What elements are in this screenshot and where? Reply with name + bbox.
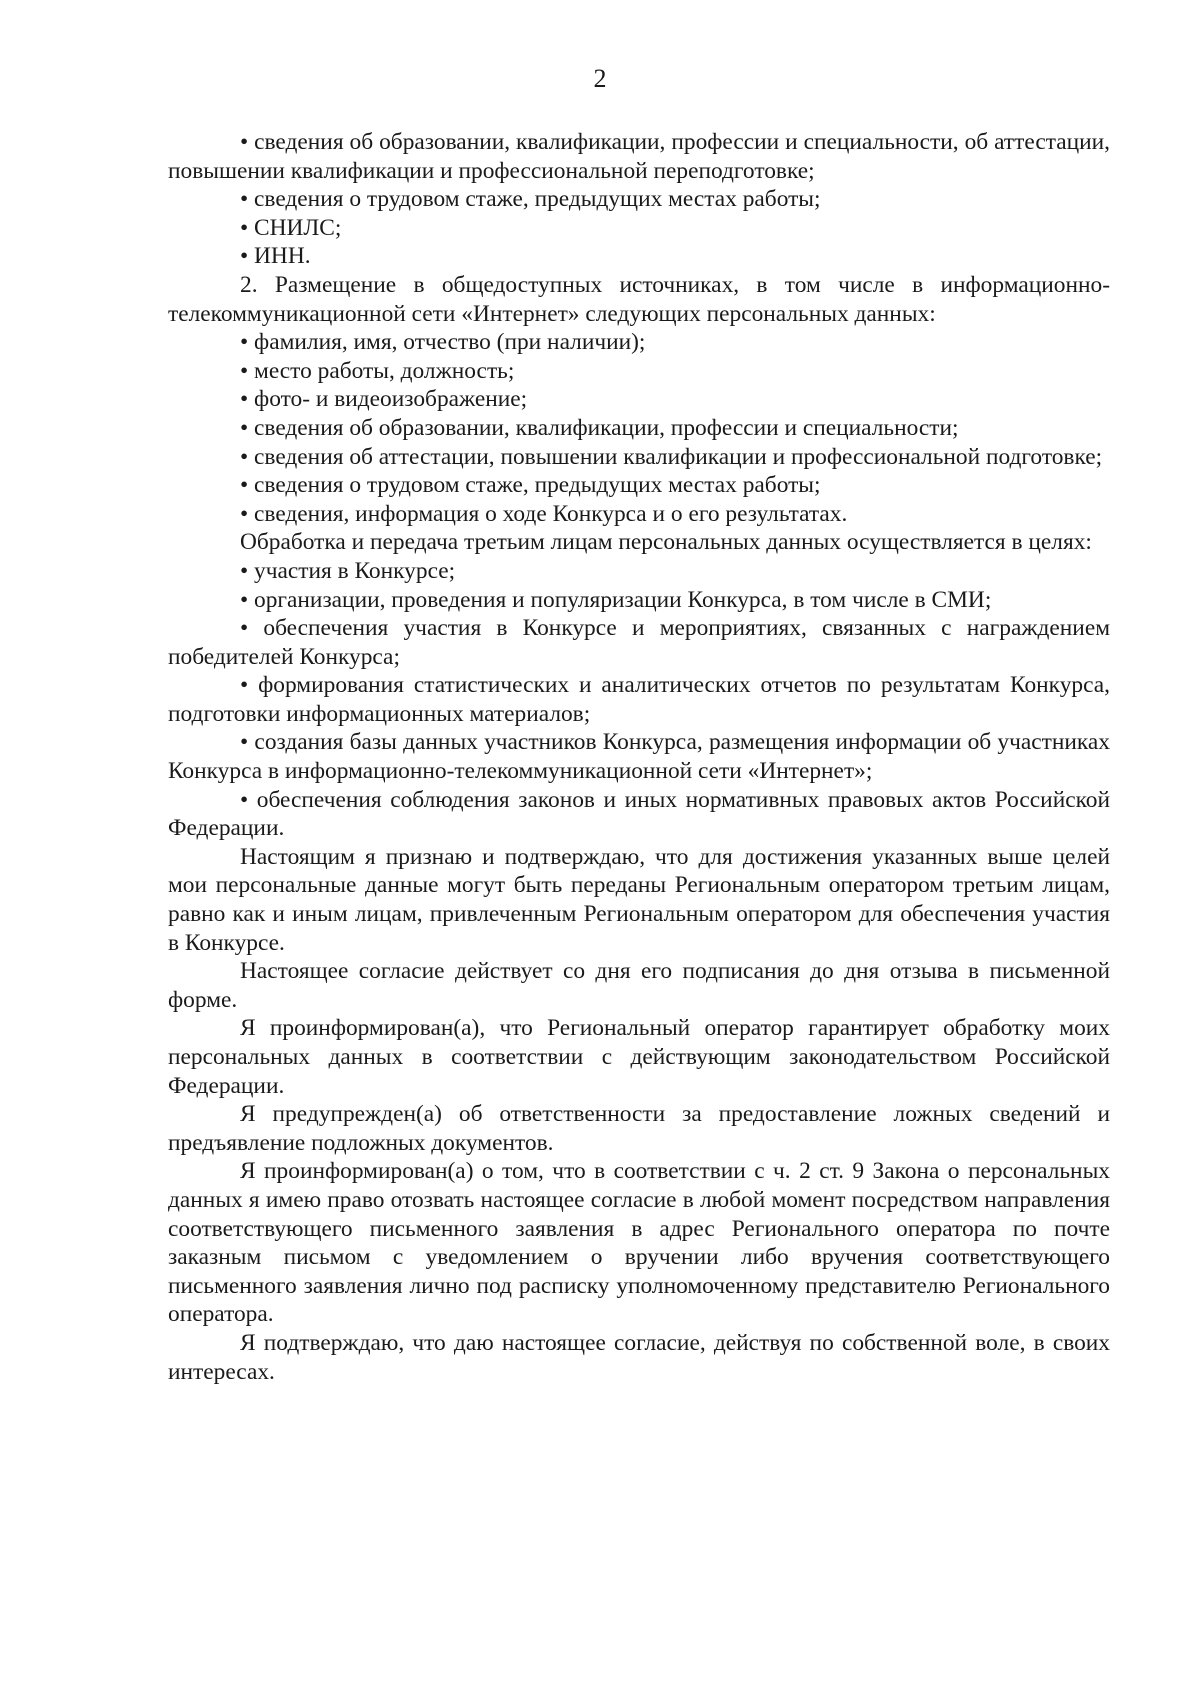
paragraph-withdrawal-right: Я проинформирован(а) о том, что в соответствии с ч. 2 ст. 9 Закона о персональных данных я имею право отозвать настоящее согласие в любой момент посредством направления соответствующего письменного заявления в адрес Регионального оператора по почте заказным письмом с уведомлением о вручении либо вручения соответствующего письменного заявления лично под расписку уполномоченному представителю Регионального оператора. [168, 1158, 1110, 1328]
paragraph-compliance: • обеспечения соблюдения законов и иных нормативных правовых актов Российской Федерации. [168, 786, 1110, 842]
paragraph-free-will: Я подтверждаю, что даю настоящее согласие, действуя по собственной воле, в своих интересах. [168, 1329, 1110, 1385]
paragraph-workplace: • место работы, должность; [240, 357, 515, 384]
paragraph-guarantee: Я проинформирован(а), что Региональный оператор гарантирует обработку моих персональных данных в соответствии с действующим законодательством Российской Федерации. [168, 1015, 1110, 1099]
paragraph-attestation: • сведения об аттестации, повышении квалификации и профессиональной подготовке; [240, 443, 1103, 470]
paragraph-inn: • ИНН. [240, 243, 311, 270]
paragraph-work-experience: • сведения о трудовом стаже, предыдущих местах работы; [240, 186, 821, 213]
paragraph-statistics: • формирования статистических и аналитических отчетов по результатам Конкурса, подготовки информационных материалов; [168, 672, 1110, 727]
paragraph-third-parties: Настоящим я признаю и подтверждаю, что для достижения указанных выше целей мои персональные данные могут быть переданы Региональным оператором третьим лицам, равно как и иным лицам, привлеченным Региональным оператором для обеспечения участия в Конкурсе. [168, 843, 1110, 956]
paragraph-organization: • организации, проведения и популяризации Конкурса, в том числе в СМИ; [240, 586, 992, 613]
paragraph-education-attestation: • сведения об образовании, квалификации, профессии и специальности, об аттестации, повышении квалификации и профессиональной переподготовке; [168, 129, 1110, 184]
paragraph-education: • сведения об образовании, квалификации, профессии и специальности; [240, 414, 959, 441]
paragraph-processing-purposes: Обработка и передача третьим лицам персональных данных осуществляется в целях: [240, 529, 1092, 556]
paragraph-full-name: • фамилия, имя, отчество (при наличии); [240, 329, 646, 356]
paragraph-validity: Настоящее согласие действует со дня его подписания до дня отзыва в письменной форме. [168, 958, 1110, 1013]
page-number: 2 [593, 64, 607, 93]
paragraph-photo-video: • фото- и видеоизображение; [240, 386, 528, 413]
paragraph-contest-info: • сведения, информация о ходе Конкурса и о его результатах. [240, 500, 848, 527]
paragraph-false-info-warning: Я предупрежден(а) об ответственности за предоставление ложных сведений и предъявление подложных документов. [168, 1101, 1110, 1156]
paragraph-awarding: • обеспечения участия в Конкурсе и мероприятиях, связанных с награждением победителей Конкурса; [168, 615, 1110, 670]
paragraph-public-placement: 2. Размещение в общедоступных источниках, в том числе в информационно-телекоммуникационной сети «Интернет» следующих персональных данных: [168, 271, 1110, 327]
paragraph-snils: • СНИЛС; [240, 214, 342, 241]
paragraph-participation: • участия в Конкурсе; [240, 557, 456, 584]
paragraph-work-experience-2: • сведения о трудовом стаже, предыдущих местах работы; [240, 472, 821, 499]
paragraph-database: • создания базы данных участников Конкурса, размещения информации об участниках Конкурса в информационно-телекоммуникационной сети «Интернет»; [168, 729, 1110, 785]
document-body [168, 128, 1110, 1386]
